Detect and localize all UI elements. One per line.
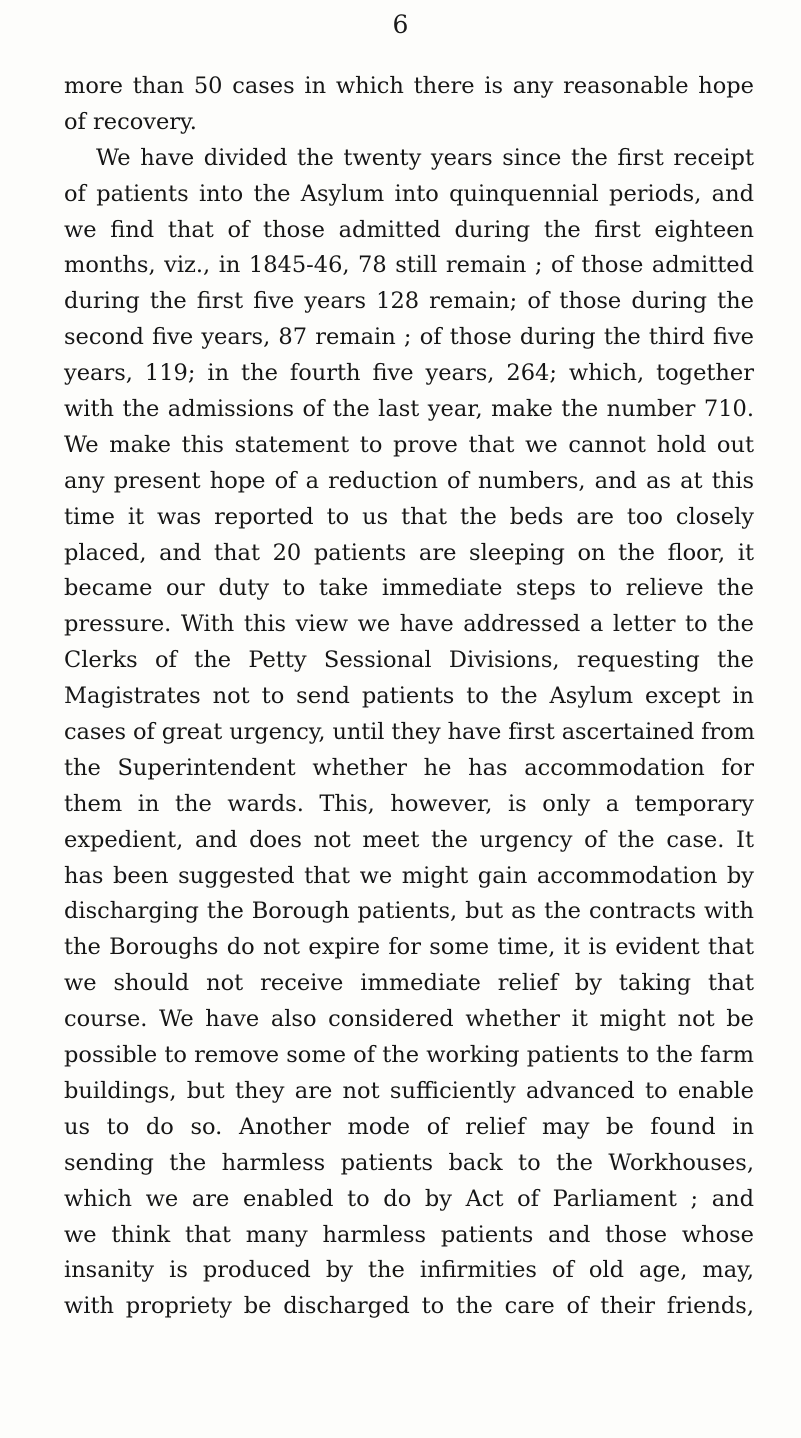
text-line: course. We have also considered whether it might not be <box>64 1006 754 1033</box>
text-line: time it was reported to us that the beds are too closely <box>64 503 754 530</box>
body-text <box>64 69 754 1325</box>
text-line: expedient, and does not meet the urgency of the case. It <box>64 826 754 853</box>
text-line: months, viz., in 1845-46, 78 still remain ; of those admitted <box>64 252 754 279</box>
text-line: second five years, 87 remain ; of those during the third five <box>64 324 754 351</box>
text-line: cases of great urgency, until they have first ascertained from <box>64 719 755 746</box>
text-line: the Superintendent whether he has accommodation for <box>64 754 754 781</box>
text-line: We have divided the twenty years since the first receipt <box>96 144 754 171</box>
text-line: placed, and that 20 patients are sleeping on the floor, it <box>64 539 754 566</box>
text-line: during the first five years 128 remain; of those during the <box>64 288 754 315</box>
text-line: of recovery. <box>64 108 197 135</box>
text-line: the Boroughs do not expire for some time, it is evident that <box>64 934 754 961</box>
text-line: became our duty to take immediate steps to relieve the <box>64 575 754 602</box>
text-line: them in the wards. This, however, is only a temporary <box>64 790 754 817</box>
text-line: of patients into the Asylum into quinquennial periods, and <box>64 180 754 207</box>
text-line: years, 119; in the fourth five years, 264; which, together <box>64 360 754 387</box>
text-line: we should not receive immediate relief by taking that <box>64 970 754 997</box>
text-line: possible to remove some of the working patients to the farm <box>64 1042 754 1069</box>
text-line: which we are enabled to do by Act of Parliament ; and <box>64 1185 754 1212</box>
text-line: sending the harmless patients back to the Workhouses, <box>64 1149 754 1176</box>
text-line: any present hope of a reduction of numbers, and as at this <box>64 467 754 494</box>
page-number: 6 <box>392 10 409 39</box>
text-line: Clerks of the Petty Sessional Divisions, requesting the <box>64 647 754 674</box>
text-line: buildings, but they are not sufficiently advanced to enable <box>64 1077 754 1104</box>
text-line: Magistrates not to send patients to the Asylum except in <box>64 683 754 710</box>
text-line: insanity is produced by the infirmities of old age, may, <box>64 1257 754 1284</box>
text-line: we find that of those admitted during the first eighteen <box>64 216 754 243</box>
text-line: with propriety be discharged to the care of their friends, <box>64 1293 754 1320</box>
text-line: has been suggested that we might gain accommodation by <box>64 862 754 889</box>
text-line: discharging the Borough patients, but as the contracts with <box>64 898 754 925</box>
text-line: We make this statement to prove that we cannot hold out <box>64 431 754 458</box>
text-line: pressure. With this view we have addressed a letter to the <box>64 611 754 638</box>
text-line: with the admissions of the last year, make the number 710. <box>64 396 754 423</box>
text-line: us to do so. Another mode of relief may be found in <box>64 1113 754 1140</box>
text-line: more than 50 cases in which there is any reasonable hope <box>64 73 754 99</box>
text-line: we think that many harmless patients and those whose <box>64 1221 754 1248</box>
